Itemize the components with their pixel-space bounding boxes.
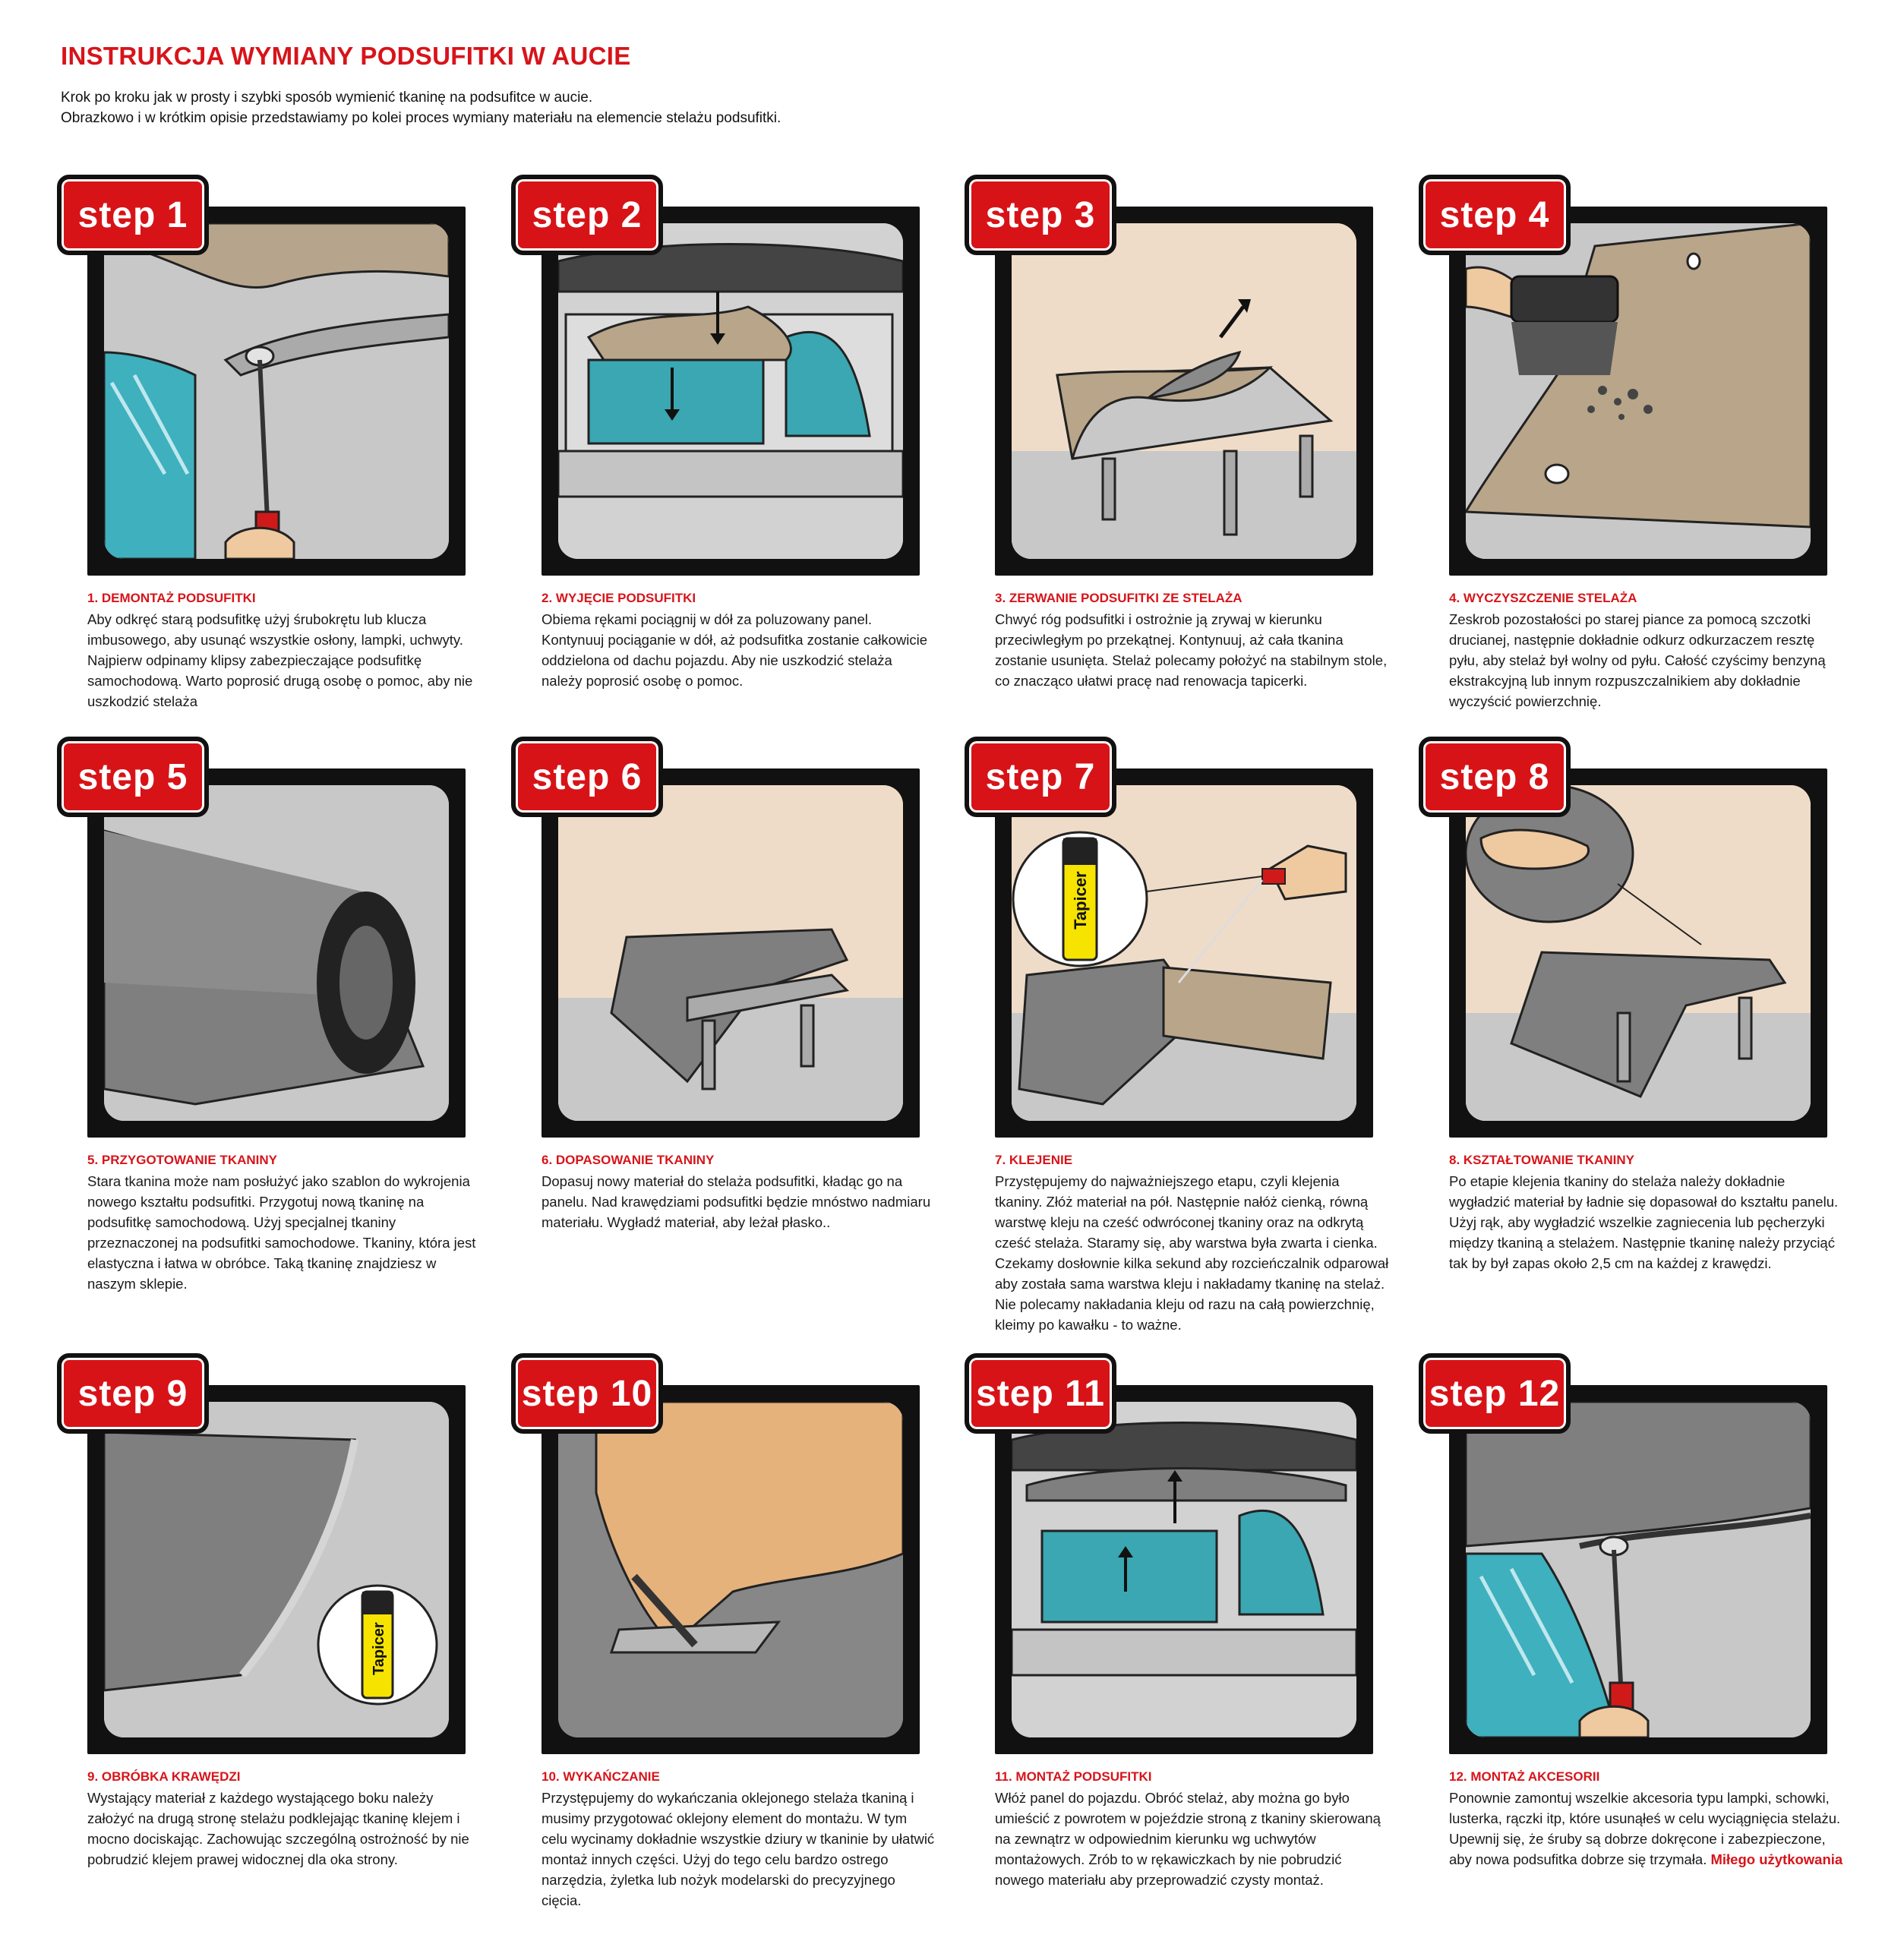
illustration-fit-fabric [558,785,903,1121]
step-text: Stara tkanina może nam posłużyć jako szablon do wykrojenia nowego kształtu podsufitki. Przygotuj nową tkaninę na podsufitkę samochodową. Użyj specjalnej tkaniny przeznaczonej na podsufitki samochodowe. Tkaniny, która jest elastyczna i łatwa w obróbce. Taką tkaninę znajdziesz w naszym sklepie. [87,1173,476,1292]
step-image-frame [995,768,1373,1138]
illustration-pull-headliner-down [558,223,903,559]
step-text: Włóż panel do pojazdu. Obróć stelaż, aby można go było umieścić z powrotem w pojeździe stroną z tkaniny skierowaną na zewnątrz w odpowiednim kierunku wg uchwytów montażowych. Zrób to w rękawiczkach by nie pobrudzić nowego materiału aby przeprowadzić czysty montaż. [995,1790,1381,1888]
step-badge-label: step 3 [985,194,1096,235]
step-badge [511,175,663,255]
step-description [87,1153,482,1294]
step-image-frame [542,1385,920,1754]
step-title: 7. KLEJENIE [995,1153,1073,1167]
closing-wish: Miłego użytkowania [1710,1851,1843,1867]
step-text: Chwyć róg podsufitki i ostrożnie ją zrywaj w kierunku przeciwległym po przekątnej. Kontynuuj, aż cała tkanina zostanie usunięta. Stelaż polecamy położyć na stabilnym stole, co znacząco ułatwi pracę nad renowacja tapicerki. [995,611,1388,689]
step-description [542,1153,936,1232]
illustration-edge-finishing [104,1402,449,1737]
step-card-12 [1419,1353,1843,1930]
step-description [87,591,482,712]
step-description [542,591,936,691]
step-image-frame [87,768,466,1138]
step-image-frame [1449,1385,1827,1754]
step-image-frame [542,207,920,576]
step-image-frame [1449,207,1827,576]
step-card-7 [965,737,1389,1333]
illustration-fabric-roll [104,785,449,1121]
step-title: 3. ZERWANIE PODSUFITKI ZE STELAŻA [995,591,1242,605]
step-title: 11. MONTAŻ PODSUFITKI [995,1769,1152,1784]
step-description [542,1769,936,1911]
step-card-6 [511,737,931,1314]
step-badge [1419,737,1571,817]
step-image-frame [87,207,466,576]
step-title: 1. DEMONTAŻ PODSUFITKI [87,591,256,605]
step-image-frame [542,768,920,1138]
step-badge [965,737,1116,817]
product-can-label: Tapicer [1071,871,1090,929]
step-text: Aby odkręć starą podsufitkę użyj śrubokrętu lub klucza imbusowego, aby usunąć wszystkie osłony, lampki, uchwyty. Najpierw odpinamy klipsy zabezpieczające podsufitkę samochodową. Warto poprosić drugą osobę o pomoc, aby nie uszkodzić stelaża [87,611,473,709]
step-text: Po etapie klejenia tkaniny do stelaża należy dokładnie wygładzić materiał by ładnie się dopasował do kształtu panelu. Użyj rąk, aby wygładzić wszelkie zagniecenia lub pęcherzyki między tkaniną a stelażem. Następnie tkaninę należy przyciąć tak by był zapas około 2,5 cm na każdej z krawędzi. [1449,1173,1839,1271]
step-text: Zeskrob pozostałości po starej piance za pomocą szczotki drucianej, następnie dokładnie odkurz odkurzaczem resztę pyłu, aby stelaż był wolny od pyłu. Całość czyścimy benzyną ekstrakcyjną lub innym rozpuszczalnikiem aby dokładnie wyczyścić powierzchnię. [1449,611,1826,709]
step-card-9 [57,1353,467,1930]
illustration-strip-fabric [1012,223,1356,559]
step-card-11 [965,1353,1381,1930]
step-badge-label: step 10 [521,1373,653,1414]
illustration-install-headliner [1012,1402,1356,1737]
step-badge [511,1353,663,1434]
step-description [995,1153,1390,1335]
step-badge [965,1353,1116,1434]
step-card-1 [57,175,473,752]
illustration-clean-frame [1466,223,1811,559]
illustration-install-accessories [1466,1402,1811,1737]
step-image-frame [995,207,1373,576]
step-title: 12. MONTAŻ AKCESORII [1449,1769,1600,1784]
step-badge-label: step 5 [77,756,188,797]
step-card-8 [1419,737,1839,1314]
step-badge [965,175,1116,255]
step-text [1449,1788,1844,1870]
step-text: Obiema rękami pociągnij w dół za poluzowany panel. Kontynuuj pociąganie w dół, aż podsufitka zostanie całkowicie oddzielona od dachu pojazdu. Aby nie uszkodzić stelaża należy poprosić osobę o pomoc. [542,611,928,689]
step-image-frame [995,1385,1373,1754]
illustration-shape-fabric [1466,785,1811,1121]
header [61,42,1846,128]
step-badge [1419,175,1571,255]
step-badge [57,1353,209,1434]
illustration-glue [1012,785,1356,1121]
step-image-frame [1449,768,1827,1138]
step-title: 2. WYJĘCIE PODSUFITKI [542,591,696,605]
step-badge-label: step 9 [77,1373,188,1414]
intro-line-2: Obrazkowo i w krótkim opisie przedstawiamy po kolei proces wymiany materiału na elemencie stelażu podsufitki. [61,110,781,126]
step-badge [57,175,209,255]
step-badge-label: step 11 [976,1373,1105,1414]
step-card-4 [1419,175,1829,752]
step-badge-label: step 2 [532,194,643,235]
step-text: Przystępujemy do najważniejszego etapu, czyli klejenia tkaniny. Złóż materiał na pół. Następnie nałóż cienką, równą warstwę kleju na cześć odwróconej tkaniny oraz na odkrytą cześć stelaża. Staramy się, aby warstwa była zwarta i cienka. Czekamy dosłownie kilka sekund aby rozcieńczalnik odparował aby została sama warstwa kleju i nakładamy tkaninę na stelaż. Nie polecamy nakładania kleju od razu na całą powierzchnię, kleimy po kawałku - to ważne. [995,1173,1389,1333]
illustration-remove-headliner [104,223,449,559]
step-title: 8. KSZTAŁTOWANIE TKANINY [1449,1153,1634,1167]
step-card-5 [57,737,476,1314]
product-can-label: Tapicer [371,1622,387,1675]
step-card-10 [511,1353,935,1930]
step-text-body: Ponownie zamontuj wszelkie akcesoria typu lampki, schowki, lusterka, rączki itp, które usunąłeś w celu wyciągnięcia stelażu. Upewnij się, że śruby są dobrze dokręcone i zabezpieczone, aby nowa podsufitka dobrze się trzymała. [1449,1790,1841,1867]
step-text: Dopasuj nowy materiał do stelaża podsufitki, kładąc go na panelu. Nad krawędziami podsufitki będzie mnóstwo nadmiaru materiału. Wygładź materiał, aby leżał płasko.. [542,1173,931,1230]
step-description [995,1769,1390,1890]
step-badge-label: step 7 [985,756,1096,797]
step-description [1449,1769,1844,1870]
step-badge-label: step 8 [1439,756,1550,797]
step-title: 9. OBRÓBKA KRAWĘDZI [87,1769,241,1784]
step-badge [57,737,209,817]
step-card-3 [965,175,1388,752]
step-description [995,591,1390,691]
step-title: 4. WYCZYSZCZENIE STELAŻA [1449,591,1637,605]
step-title: 10. WYKAŃCZANIE [542,1769,660,1784]
step-badge [511,737,663,817]
step-text: Wystający materiał z każdego wystającego boku należy założyć na drugą stronę stelażu podklejając tkaninę klejem i mocno dociskając. Zachowując szczególną ostrożność by nie pobrudzić klejem prawej widocznej dla oka strony. [87,1790,469,1867]
intro-text [61,87,1846,128]
step-title: 5. PRZYGOTOWANIE TKANINY [87,1153,277,1167]
step-badge [1419,1353,1571,1434]
step-title: 6. DOPASOWANIE TKANINY [542,1153,715,1167]
step-description [87,1769,482,1870]
page-title: INSTRUKCJA WYMIANY PODSUFITKI W AUCIE [61,42,631,70]
step-badge-label: step 12 [1429,1373,1561,1414]
step-badge-label: step 6 [532,756,643,797]
step-description [1449,591,1844,712]
step-description [1449,1153,1844,1273]
intro-line-1: Krok po kroku jak w prosty i szybki sposób wymienić tkaninę na podsufitce w aucie. [61,90,593,106]
step-badge-label: step 1 [77,194,188,235]
step-text: Przystępujemy do wykańczania oklejonego stelaża tkaniną i musimy przygotować oklejony element do montażu. W tym celu wycinamy dokładnie wszystkie dziury w tkaninie by ułatwić montaż innych części. Użyj do tego celu bardzo ostrego narzędzia, żyletka lub nożyk modelarski do precyzyjnego cięcia. [542,1790,935,1908]
illustration-cut-holes [558,1402,903,1737]
step-badge-label: step 4 [1439,194,1550,235]
step-card-2 [511,175,928,752]
step-image-frame [87,1385,466,1754]
